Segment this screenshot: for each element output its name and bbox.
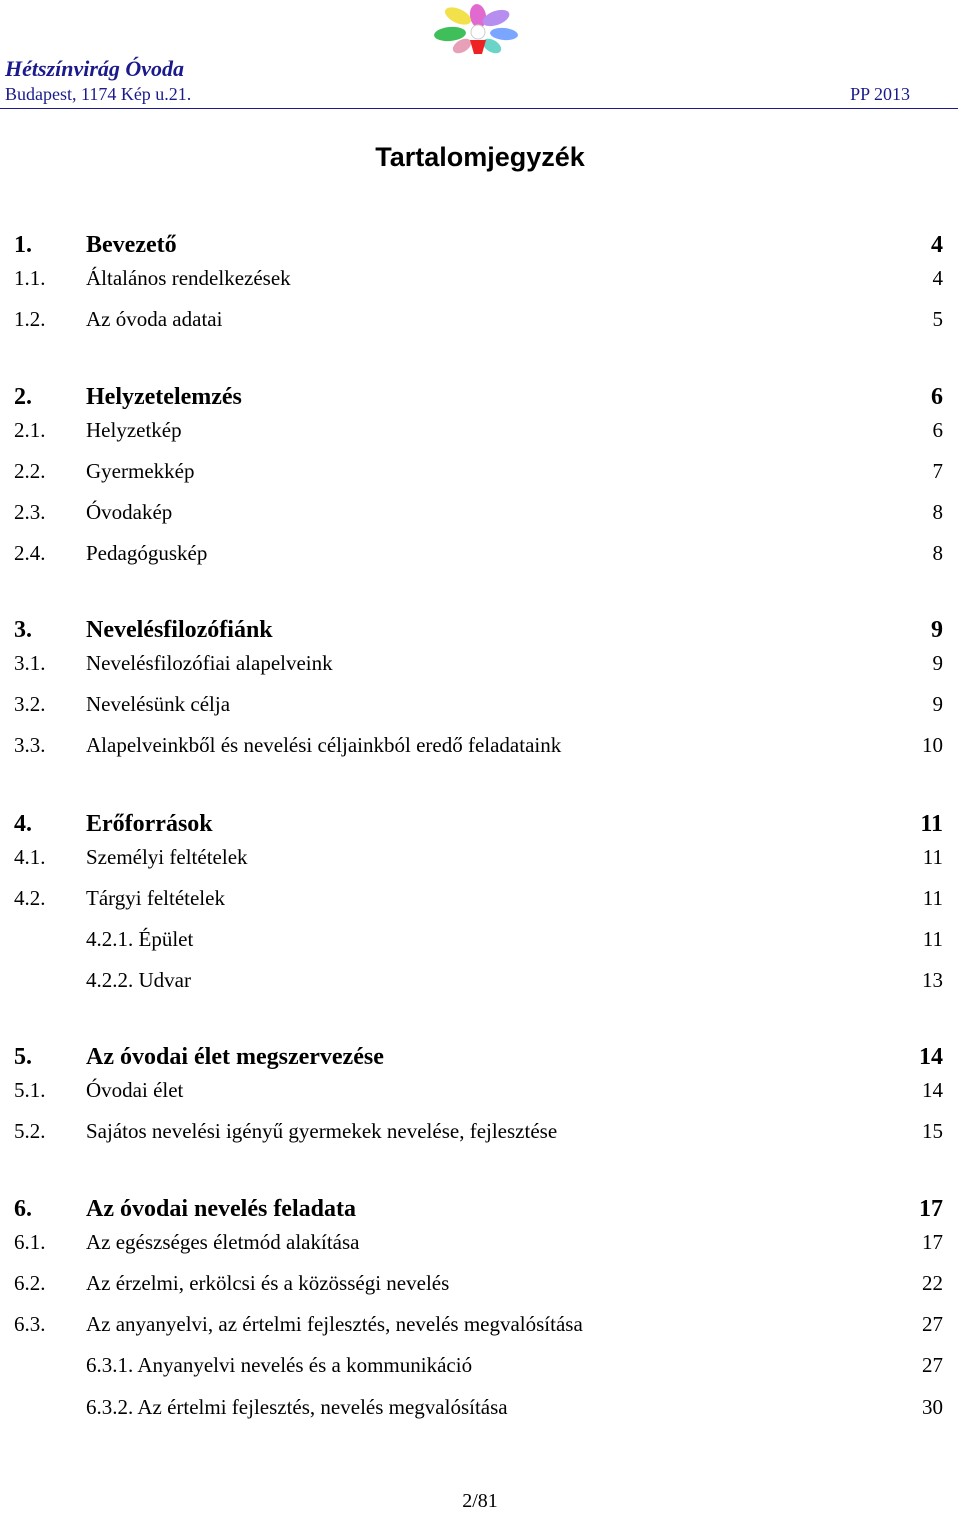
toc-entry-label: Az anyanyelvi, az értelmi fejlesztés, nevelés megvalósítása (86, 1312, 583, 1336)
toc-entry[interactable] (0, 617, 960, 647)
toc-entry-number: 3.3. (14, 733, 46, 757)
toc-entry-label: Óvodai élet (86, 1078, 184, 1102)
toc-entry-page: 9 (932, 692, 943, 716)
toc-entry-number: 1.2. (14, 307, 46, 331)
toc-entry-page: 27 (922, 1312, 943, 1336)
toc-entry-number: 6. (14, 1196, 32, 1222)
toc-entry[interactable] (0, 500, 960, 530)
toc-entry[interactable] (0, 418, 960, 448)
toc-entry-label: Nevelésfilozófiai alapelveink (86, 651, 333, 675)
toc-entry-number: 2.3. (14, 500, 46, 524)
toc-entry-page: 8 (932, 500, 943, 524)
toc-entry[interactable] (0, 384, 960, 414)
toc-entry[interactable] (0, 1078, 960, 1108)
toc-entry[interactable] (0, 1044, 960, 1074)
toc-entry-label: Nevelésünk célja (86, 692, 231, 716)
toc-entry-page: 15 (922, 1119, 943, 1143)
toc-entry-number: 1.1. (14, 266, 46, 290)
toc-entry-page: 27 (922, 1353, 943, 1377)
toc-entry-number: 6.2. (14, 1271, 46, 1295)
toc-entry[interactable] (0, 232, 960, 262)
toc-entry-page: 11 (920, 811, 943, 837)
toc-entry-page: 6 (931, 384, 943, 410)
toc-entry-label: Az óvodai nevelés feladata (86, 1196, 356, 1222)
toc-entry-number: 6.3. (14, 1312, 46, 1336)
toc-entry-label: Az óvoda adatai (86, 307, 223, 331)
page-header (0, 0, 960, 112)
toc-entry-label: Személyi feltételek (86, 845, 248, 869)
toc-entry-page: 11 (922, 886, 943, 910)
toc-entry[interactable] (0, 1271, 960, 1301)
toc-entry-label: 4.2.1. Épület (86, 927, 194, 951)
toc-entry-number: 2. (14, 384, 32, 410)
toc-entry-label: Óvodakép (86, 500, 173, 524)
toc-entry[interactable] (0, 1353, 960, 1383)
toc-entry-number: 3.1. (14, 651, 46, 675)
toc-entry[interactable] (0, 886, 960, 916)
toc-entry[interactable] (0, 266, 960, 296)
toc-entry-label: Helyzetelemzés (86, 384, 242, 410)
toc-entry-page: 8 (932, 541, 943, 565)
toc-entry-number: 2.1. (14, 418, 46, 442)
toc-entry-label: Erőforrások (86, 811, 213, 837)
toc-entry[interactable] (0, 651, 960, 681)
toc-entry-label: 6.3.1. Anyanyelvi nevelés és a kommunikáció (86, 1353, 473, 1377)
toc-entry-label: Az érzelmi, erkölcsi és a közösségi nevelés (86, 1271, 450, 1295)
toc-entry-page: 17 (922, 1230, 943, 1254)
toc-entry-page: 9 (932, 651, 943, 675)
toc-entry[interactable] (0, 1119, 960, 1149)
toc-entry[interactable] (0, 811, 960, 841)
toc-entry-number: 4.1. (14, 845, 46, 869)
header-divider (0, 108, 958, 109)
document-code: PP 2013 (850, 84, 910, 104)
toc-entry-label: Bevezető (86, 232, 177, 258)
toc-entry-page: 6 (932, 418, 943, 442)
toc-entry-number: 3. (14, 617, 32, 643)
toc-entry-label: Általános rendelkezések (86, 266, 291, 290)
toc-entry[interactable] (0, 1196, 960, 1226)
toc-entry-label: Nevelésfilozófiánk (86, 617, 273, 643)
toc-entry[interactable] (0, 968, 960, 998)
page-number: 2/81 (462, 1490, 498, 1512)
toc-entry-label: Alapelveinkből és nevelési céljainkból eredő feladataink (86, 733, 562, 757)
toc-entry[interactable] (0, 927, 960, 957)
toc-entry-page: 4 (931, 232, 943, 258)
toc-entry-number: 3.2. (14, 692, 46, 716)
toc-entry-page: 5 (932, 307, 943, 331)
toc-entry-page: 9 (931, 617, 943, 643)
toc-entry-page: 4 (932, 266, 943, 290)
organization-name: Hétszínvirág Óvoda (5, 56, 185, 81)
toc-entry-label: Az óvodai élet megszervezése (86, 1044, 384, 1070)
toc-entry-label: Gyermekkép (86, 459, 195, 483)
toc-entry-number: 5.2. (14, 1119, 46, 1143)
toc-entry-number: 5.1. (14, 1078, 46, 1102)
toc-entry-number: 2.4. (14, 541, 46, 565)
flower-logo-icon (430, 2, 526, 56)
toc-entry-page: 7 (932, 459, 943, 483)
toc-entry[interactable] (0, 845, 960, 875)
toc-entry[interactable] (0, 1312, 960, 1342)
toc-entry-page: 13 (922, 968, 943, 992)
toc-entry[interactable] (0, 1395, 960, 1425)
toc-entry-number: 2.2. (14, 459, 46, 483)
toc-entry[interactable] (0, 692, 960, 722)
toc-entry[interactable] (0, 541, 960, 571)
toc-entry-page: 30 (922, 1395, 943, 1419)
toc-entry-label: Tárgyi feltételek (86, 886, 225, 910)
toc-entry-label: Pedagóguskép (86, 541, 208, 565)
organization-address: Budapest, 1174 Kép u.21. (5, 84, 192, 104)
toc-entry-label: 4.2.2. Udvar (86, 968, 191, 992)
toc-entry-number: 4. (14, 811, 32, 837)
toc-entry-page: 17 (919, 1196, 943, 1222)
toc-entry-label: Az egészséges életmód alakítása (86, 1230, 360, 1254)
toc-entry[interactable] (0, 733, 960, 763)
toc-entry-label: 6.3.2. Az értelmi fejlesztés, nevelés megvalósítása (86, 1395, 508, 1419)
toc-entry-page: 11 (922, 927, 943, 951)
toc-entry-page: 11 (922, 845, 943, 869)
toc-entry-page: 14 (919, 1044, 943, 1070)
toc-entry[interactable] (0, 307, 960, 337)
toc-entry-label: Sajátos nevelési igényű gyermekek nevelése, fejlesztése (86, 1119, 558, 1143)
toc-entry[interactable] (0, 1230, 960, 1260)
toc-entry-number: 1. (14, 232, 32, 258)
toc-entry-number: 5. (14, 1044, 32, 1070)
toc-entry-label: Helyzetkép (86, 418, 182, 442)
toc-entry-page: 10 (922, 733, 943, 757)
toc-entry-page: 14 (922, 1078, 943, 1102)
toc-entry-number: 6.1. (14, 1230, 46, 1254)
toc-entry-page: 22 (922, 1271, 943, 1295)
toc-entry[interactable] (0, 459, 960, 489)
page-title: Tartalomjegyzék (375, 142, 585, 172)
toc-entry-number: 4.2. (14, 886, 46, 910)
